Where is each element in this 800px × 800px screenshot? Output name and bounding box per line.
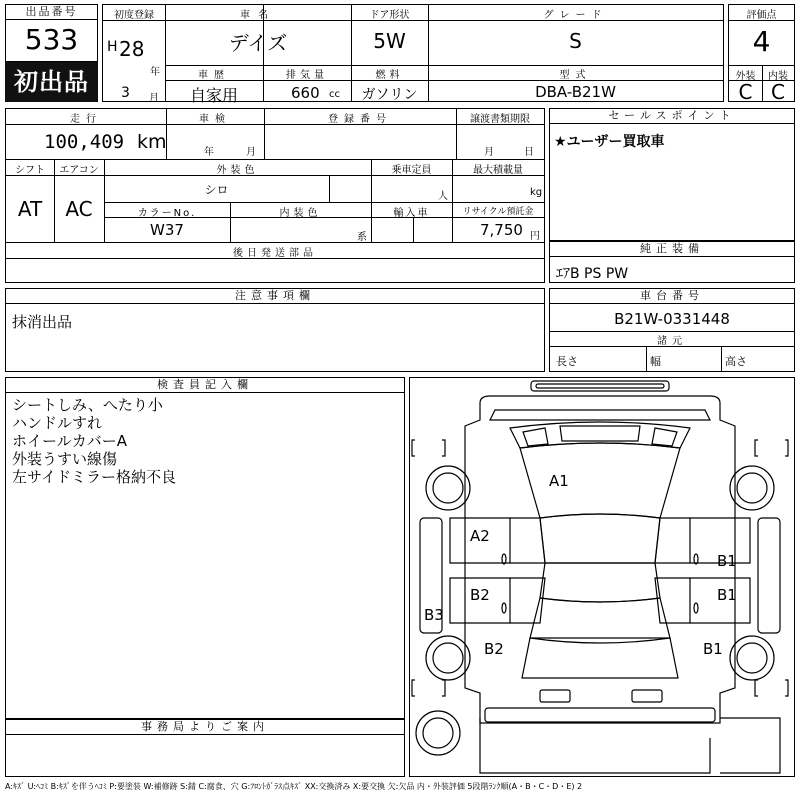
inspector-line-4: 外装うすい線傷	[12, 450, 118, 468]
notes-label: 注意事項欄	[6, 289, 544, 304]
capacity-label: 乗車定員	[391, 165, 432, 176]
details-box	[5, 108, 545, 283]
lot-number-label: 出品番号	[6, 5, 97, 20]
ext-color: シロ	[204, 183, 229, 197]
reg-no-label: 登録番号	[328, 114, 392, 125]
interior-score: C	[771, 80, 785, 104]
sales-point-text: ★ユーザー買取車	[554, 134, 665, 150]
fuel-label: 燃料	[375, 70, 404, 81]
inspector-line-5: 左サイドミラー格納不良	[12, 468, 176, 486]
grade-label: グレード	[543, 10, 608, 21]
exterior-label: 外装	[735, 71, 756, 82]
inspector-line-1: シートしみ、へたり小	[12, 396, 163, 414]
era: H	[107, 39, 118, 55]
damage-mark-8: B1	[703, 640, 723, 658]
mileage-unit: km	[137, 131, 167, 153]
later-parts-label: 後日発送部品	[233, 248, 317, 259]
load-unit: kg	[530, 187, 543, 198]
history: 自家用	[189, 86, 238, 105]
transfer-day-unit: 日	[524, 147, 534, 158]
year-unit: 年	[150, 67, 160, 78]
score: 4	[752, 25, 771, 58]
color-no-label: カラーNo.	[137, 208, 197, 219]
width-label: 幅	[650, 355, 661, 368]
notes-text: 抹消出品	[12, 313, 73, 331]
inspector-line-3: ホイールカバーA	[12, 432, 127, 450]
month-unit: 月	[149, 93, 159, 104]
recycle-unit: 円	[530, 231, 540, 242]
inspection-label: 車検	[199, 114, 231, 125]
damage-mark-6: B3	[424, 606, 444, 624]
height-label: 高さ	[725, 355, 747, 368]
capacity-unit: 人	[438, 191, 448, 202]
import-label: 輸入車	[393, 208, 430, 219]
damage-mark-3: B1	[717, 552, 737, 570]
score-label: 評価点	[746, 10, 777, 21]
car-name-label: 車名	[240, 10, 276, 21]
damage-mark-4: B2	[470, 586, 490, 604]
equipment-box	[549, 241, 795, 283]
recycle-label: リサイクル預託金	[462, 207, 534, 217]
int-color-label: 内装色	[279, 208, 322, 219]
inspector-label: 検査員記入欄	[6, 378, 404, 393]
interior-label: 内装	[768, 71, 788, 82]
notes-box	[5, 288, 545, 372]
first-reg-month: 3	[121, 85, 130, 101]
equipment-label: 純正装備	[550, 242, 794, 257]
first-reg-year: 28	[119, 37, 145, 61]
inspection-month-unit: 月	[246, 147, 256, 158]
inspection-year-unit: 年	[204, 147, 214, 158]
color-no: W37	[150, 221, 184, 239]
damage-mark-1: A1	[549, 472, 569, 490]
damage-mark-7: B2	[484, 640, 504, 658]
office-label: 事務局よりご案内	[6, 720, 404, 735]
damage-mark-2: A2	[470, 527, 490, 545]
score-box	[728, 4, 795, 102]
int-color-unit: 系	[357, 232, 367, 243]
legend: A:ｷｽﾞ U:ﾍｺﾐ B:ｷｽﾞを伴うﾍｺﾐ P:要塗装 W:補修跡 S:錆 C:腐食、穴 G:ﾌﾛﾝﾄｶﾞﾗｽ点ｷｽﾞ XX:交換済み X:要交換 欠:欠品 内・外装評価 5段階ﾗﾝｸ順(A・B・C・D・E) 2	[5, 782, 583, 791]
transfer-month-unit: 月	[484, 147, 494, 158]
chassis-box	[549, 288, 795, 372]
fuel: ガソリン	[361, 87, 418, 103]
ext-color-label: 外装色	[216, 165, 259, 176]
ac: AC	[65, 197, 93, 221]
car-name: デイズ	[228, 31, 288, 55]
first-reg-label: 初度登録	[114, 10, 154, 21]
transfer-label: 譲渡書類期限	[470, 114, 530, 125]
model: DBA-B21W	[535, 83, 616, 101]
model-label: 型式	[559, 70, 592, 81]
mileage: 100,409	[44, 131, 125, 153]
exterior-score: C	[738, 80, 753, 104]
length-label: 長さ	[556, 355, 578, 368]
damage-diagram	[409, 377, 795, 777]
first-listing-badge	[5, 62, 98, 102]
load-label: 最大積載量	[473, 165, 523, 176]
chassis-number: B21W-0331448	[614, 310, 730, 328]
displacement-unit: cc	[329, 89, 340, 100]
damage-mark-5: B1	[717, 586, 737, 604]
chassis-label: 車台番号	[550, 289, 794, 304]
recycle: 7,750	[480, 221, 523, 239]
car-outline	[410, 378, 794, 776]
shift-label: シフト	[15, 165, 45, 176]
office-box	[5, 719, 405, 777]
shift: AT	[17, 197, 43, 221]
sales-point-label: セールスポイント	[550, 109, 794, 124]
door-label: ドア形状	[369, 10, 410, 21]
first-listing-text: 初出品	[14, 68, 89, 96]
dims-label: 諸元	[657, 336, 687, 347]
ac-label: エアコン	[59, 165, 99, 176]
grade: S	[569, 29, 582, 53]
mileage-label: 走行	[70, 114, 102, 125]
lot-number: 533	[24, 23, 79, 56]
inspector-box	[5, 377, 405, 719]
displacement-label: 排気量	[286, 70, 328, 81]
displacement: 660	[291, 84, 320, 102]
lot-number-box	[5, 4, 98, 62]
sales-point-box	[549, 108, 795, 241]
inspector-line-2: ハンドルすれ	[12, 414, 103, 432]
vehicle-header-box	[102, 4, 724, 105]
equipment-text: ｴｱB PS PW	[556, 266, 629, 282]
door: 5W	[373, 29, 406, 53]
history-label: 車歴	[198, 70, 230, 81]
